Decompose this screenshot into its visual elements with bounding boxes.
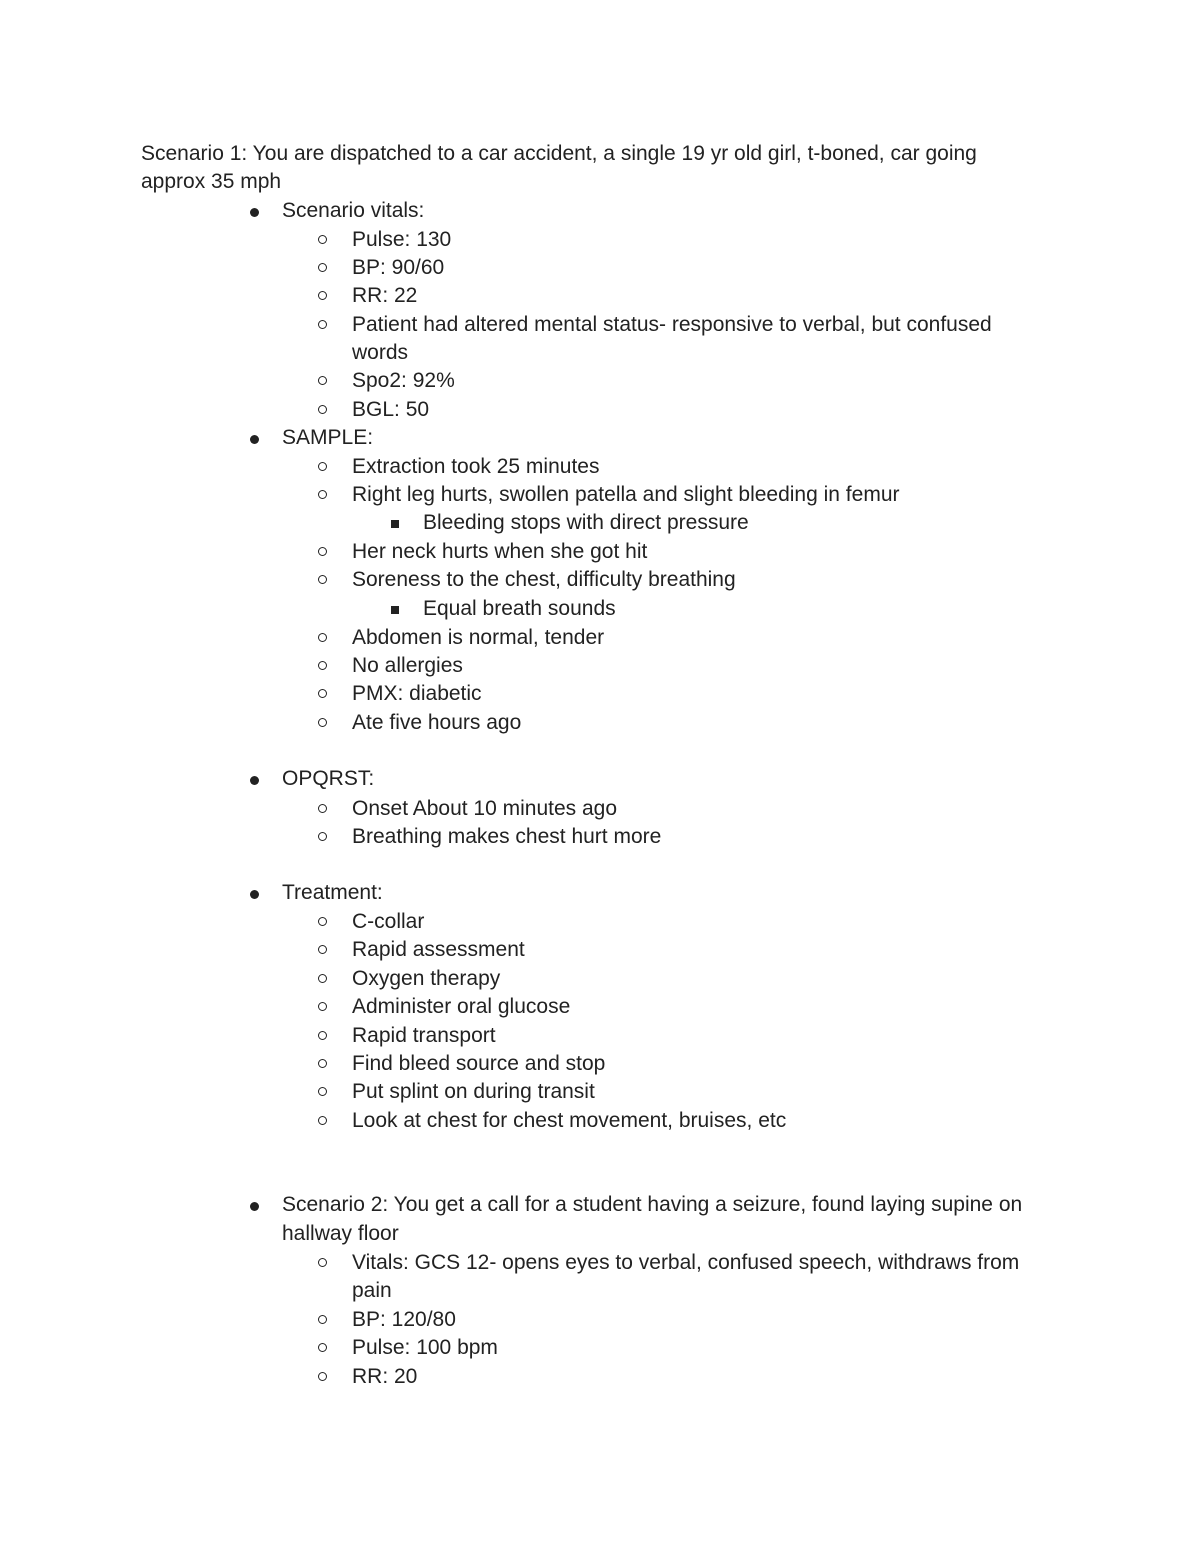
bullet-circle-icon bbox=[318, 462, 327, 471]
bullet-square-icon bbox=[391, 520, 399, 528]
list-item: Look at chest for chest movement, bruises, etc bbox=[352, 1109, 787, 1132]
bullet-circle-icon bbox=[318, 1059, 327, 1068]
bullet-circle-icon bbox=[318, 1031, 327, 1040]
bullet-square-icon bbox=[391, 606, 399, 614]
list-item: Soreness to the chest, difficulty breathing bbox=[352, 568, 736, 591]
bullet-circle-icon bbox=[318, 575, 327, 584]
list-item: No allergies bbox=[352, 654, 463, 677]
bullet-circle-icon bbox=[318, 235, 327, 244]
bullet-circle-icon bbox=[318, 718, 327, 727]
list-item: Breathing makes chest hurt more bbox=[352, 825, 662, 848]
list-item: Her neck hurts when she got hit bbox=[352, 540, 648, 563]
treatment-heading: Treatment: bbox=[282, 881, 383, 904]
bullet-disc-icon bbox=[250, 435, 259, 444]
list-item-continued: pain bbox=[352, 1279, 392, 1302]
list-item: RR: 20 bbox=[352, 1365, 418, 1388]
list-item: Administer oral glucose bbox=[352, 995, 571, 1018]
bullet-circle-icon bbox=[318, 917, 327, 926]
list-item: Abdomen is normal, tender bbox=[352, 626, 605, 649]
list-item: Spo2: 92% bbox=[352, 369, 455, 392]
bullet-disc-icon bbox=[250, 776, 259, 785]
bullet-circle-icon bbox=[318, 804, 327, 813]
list-item: Ate five hours ago bbox=[352, 711, 522, 734]
bullet-circle-icon bbox=[318, 689, 327, 698]
bullet-circle-icon bbox=[318, 547, 327, 556]
bullet-circle-icon bbox=[318, 832, 327, 841]
bullet-disc-icon bbox=[250, 1202, 259, 1211]
bullet-circle-icon bbox=[318, 1002, 327, 1011]
bullet-circle-icon bbox=[318, 1116, 327, 1125]
list-item: Find bleed source and stop bbox=[352, 1052, 606, 1075]
list-item: Rapid transport bbox=[352, 1024, 496, 1047]
list-item-continued: words bbox=[352, 341, 409, 364]
bullet-circle-icon bbox=[318, 405, 327, 414]
list-item: Oxygen therapy bbox=[352, 967, 501, 990]
vitals-heading: Scenario vitals: bbox=[282, 199, 425, 222]
scenario-2-heading: Scenario 2: You get a call for a student having a seizure, found laying supine on bbox=[282, 1193, 1023, 1216]
list-item: C-collar bbox=[352, 910, 425, 933]
bullet-disc-icon bbox=[250, 208, 259, 217]
list-item: Patient had altered mental status- responsive to verbal, but confused bbox=[352, 313, 992, 336]
list-item: BP: 120/80 bbox=[352, 1308, 456, 1331]
list-item: Vitals: GCS 12- opens eyes to verbal, confused speech, withdraws from bbox=[352, 1251, 1020, 1274]
bullet-circle-icon bbox=[318, 974, 327, 983]
list-item: Right leg hurts, swollen patella and slight bleeding in femur bbox=[352, 483, 900, 506]
list-item: Onset About 10 minutes ago bbox=[352, 797, 618, 820]
list-item: Pulse: 100 bpm bbox=[352, 1336, 498, 1359]
bullet-circle-icon bbox=[318, 490, 327, 499]
list-item: Equal breath sounds bbox=[423, 597, 616, 620]
bullet-circle-icon bbox=[318, 661, 327, 670]
list-item: Rapid assessment bbox=[352, 938, 525, 961]
bullet-circle-icon bbox=[318, 1258, 327, 1267]
list-item: BGL: 50 bbox=[352, 398, 430, 421]
list-item: PMX: diabetic bbox=[352, 682, 482, 705]
bullet-circle-icon bbox=[318, 1087, 327, 1096]
list-item: BP: 90/60 bbox=[352, 256, 445, 279]
bullet-circle-icon bbox=[318, 320, 327, 329]
bullet-circle-icon bbox=[318, 291, 327, 300]
list-item: Put splint on during transit bbox=[352, 1080, 595, 1103]
bullet-circle-icon bbox=[318, 633, 327, 642]
sample-heading: SAMPLE: bbox=[282, 426, 374, 449]
bullet-circle-icon bbox=[318, 263, 327, 272]
bullet-circle-icon bbox=[318, 945, 327, 954]
list-item: Bleeding stops with direct pressure bbox=[423, 511, 749, 534]
scenario-1-intro: Scenario 1: You are dispatched to a car accident, a single 19 yr old girl, t-boned, car going bbox=[141, 142, 977, 165]
list-item: Extraction took 25 minutes bbox=[352, 455, 600, 478]
bullet-disc-icon bbox=[250, 890, 259, 899]
bullet-circle-icon bbox=[318, 1343, 327, 1352]
bullet-circle-icon bbox=[318, 1315, 327, 1324]
scenario-1-intro-continued: approx 35 mph bbox=[141, 170, 282, 193]
list-item: Pulse: 130 bbox=[352, 228, 452, 251]
bullet-circle-icon bbox=[318, 1372, 327, 1381]
bullet-circle-icon bbox=[318, 376, 327, 385]
opqrst-heading: OPQRST: bbox=[282, 767, 375, 790]
scenario-2-heading-continued: hallway floor bbox=[282, 1222, 399, 1245]
list-item: RR: 22 bbox=[352, 284, 418, 307]
